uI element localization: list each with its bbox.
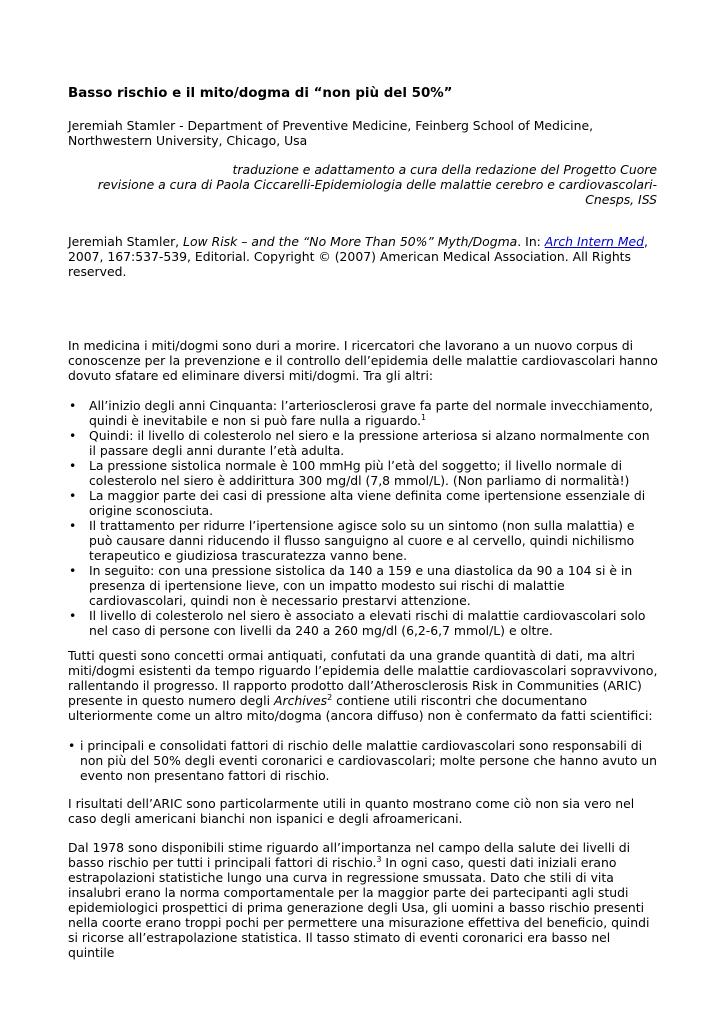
bullet-icon: •	[69, 563, 77, 578]
list-item-text: Il trattamento per ridurre l’ipertensione agisce solo su un sintomo (non sulla malattia) e può causare danni riducendo il flusso sanguigno al cuore e al cervello, quindi nichilismo terapeutico e giudiziosa trascuratezza vanno bene.	[89, 518, 635, 563]
page-title: Basso rischio e il mito/dogma di “non più del 50%”	[68, 86, 453, 101]
bullet-icon: •	[68, 738, 76, 753]
bullet-icon: •	[69, 488, 77, 503]
citation-author: Jeremiah Stamler,	[68, 234, 184, 249]
institution-credit: Cnesps, ISS	[585, 192, 657, 207]
bullet-icon: •	[69, 458, 77, 473]
list-item-text: All’inizio degli anni Cinquanta: l’arteriosclerosi grave fa parte del normale invecchiamento, quindi è inevitabile e non si può fare nulla a riguardo.	[89, 398, 654, 428]
citation-in-label: . In:	[517, 234, 545, 249]
author-affiliation: Jeremiah Stamler - Department of Preventive Medicine, Feinberg School of Medicine, Northwestern University, Chicago, Usa	[68, 118, 594, 148]
list-item-text: In seguito: con una pressione sistolica da 140 a 159 e una diastolica da 90 a 104 si è in presenza di ipertensione lieve, con un impatto modesto sui rischi di malattie cardiovascolari, quindi non è necessario prestarvi attenzione.	[89, 563, 633, 608]
list-item	[68, 488, 658, 518]
revision-credit: revisione a cura di Paola Ciccarelli-Epidemiologia delle malattie cerebro e cardiovascolari-	[97, 177, 657, 192]
list-item-text: Quindi: il livello di colesterolo nel siero e la pressione arteriosa si alzano normalmente con il passare degli anni durante l’età adulta.	[89, 428, 650, 458]
list-item-text: La pressione sistolica normale è 100 mmHg più l’età del soggetto; il livello normale di colesterolo nel siero è addirittura 300 mg/dl (7,8 mmol/L). (Non parliamo di normalità!)	[89, 458, 630, 488]
bullet-icon: •	[69, 518, 77, 533]
paragraph-text: Dal 1978 sono disponibili stime riguardo all’importanza nel campo della salute dei livelli di basso rischio per tutti i principali fattori di rischio.	[68, 840, 631, 870]
list-item	[68, 608, 658, 638]
list-item-text: Il livello di colesterolo nel siero è associato a elevati rischi di malattie cardiovascolari solo nel caso di persone con livelli da 240 a 260 mg/dl (6,2-6,7 mmol/L) e oltre.	[89, 608, 646, 638]
reference-number: 3	[376, 854, 382, 864]
body-paragraph	[68, 840, 658, 960]
translation-credit: traduzione e adattamento a cura della redazione del Progetto Cuore	[232, 162, 657, 177]
list-item	[68, 518, 658, 563]
reference-number: 1	[421, 412, 427, 422]
list-item-text: La maggior parte dei casi di pressione alta viene definita come ipertensione essenziale di origine sconosciuta.	[89, 488, 646, 518]
body-paragraph: I risultati dell’ARIC sono particolarmente utili in quanto mostrano come ciò non sia vero nel caso degli americani bianchi non ispanici e degli afroamericani.	[68, 796, 635, 826]
list-item	[68, 458, 658, 488]
list-item	[68, 738, 658, 783]
paragraph-text: Tutti questi sono concetti ormai antiquati, confutati da una grande quantità di dati, ma altri miti/dogmi esistenti da tempo riguardo l’epidemia delle malattie cardiovascolari sopravvivono, rallentando il progresso. Il rapporto prodotto dall’Atherosclerosis Risk in Communities (ARIC) presente in questo numero degli	[68, 648, 658, 708]
list-item	[68, 398, 658, 428]
claim-list	[68, 738, 658, 783]
bullet-icon: •	[69, 428, 77, 443]
list-item	[68, 428, 658, 458]
bullet-icon: •	[69, 608, 77, 623]
bullet-icon: •	[69, 398, 77, 413]
intro-paragraph: In medicina i miti/dogmi sono duri a morire. I ricercatori che lavorano a un nuovo corpus di conoscenze per la prevenzione e il controllo dell’epidemia delle malattie cardiovascolari hanno dovuto sfatare ed eliminare diversi miti/dogmi. Tra gli altri:	[68, 338, 658, 383]
citation-details: , 2007, 167:537-539, Editorial. Copyright © (2007) American Medical Association. All Rights reserved.	[68, 234, 648, 279]
citation-article-title: Low Risk – and the “No More Than 50%” Myth/Dogma	[183, 234, 518, 249]
journal-link[interactable]: Arch Intern Med	[544, 234, 645, 249]
reference-number: 2	[327, 692, 333, 702]
list-item	[68, 563, 658, 608]
myths-list	[68, 398, 658, 638]
body-paragraph	[68, 648, 658, 723]
list-item-text: i principali e consolidati fattori di rischio delle malattie cardiovascolari sono responsabili di non più del 50% degli eventi coronarici e cardiovascolari; molte persone che hanno avuto un evento non presentano fattori di rischio.	[80, 738, 657, 783]
paragraph-text: In ogni caso, questi dati iniziali erano estrapolazioni statistiche lungo una curva in regressione smussata. Dato che stili di vita insalubri erano la norma comportamentale per la maggior parte dei partecipanti agli studi epidemiologici prospettici di prima generazione degli Usa, gli uomini a basso rischio presenti nella coorte erano troppi pochi per permettere una misurazione effettiva del beneficio, quindi si ricorse all’estrapolazione statistica. Il tasso stimato di eventi coronarici era basso nel quintile	[68, 855, 650, 960]
journal-name: Archives	[274, 693, 328, 708]
translation-credits	[68, 162, 657, 207]
citation	[68, 234, 658, 279]
paragraph-text: contiene utili riscontri che documentano ulteriormente come un altro mito/dogma (ancora diffuso) non è confermato da fatti scientifici:	[68, 693, 653, 723]
